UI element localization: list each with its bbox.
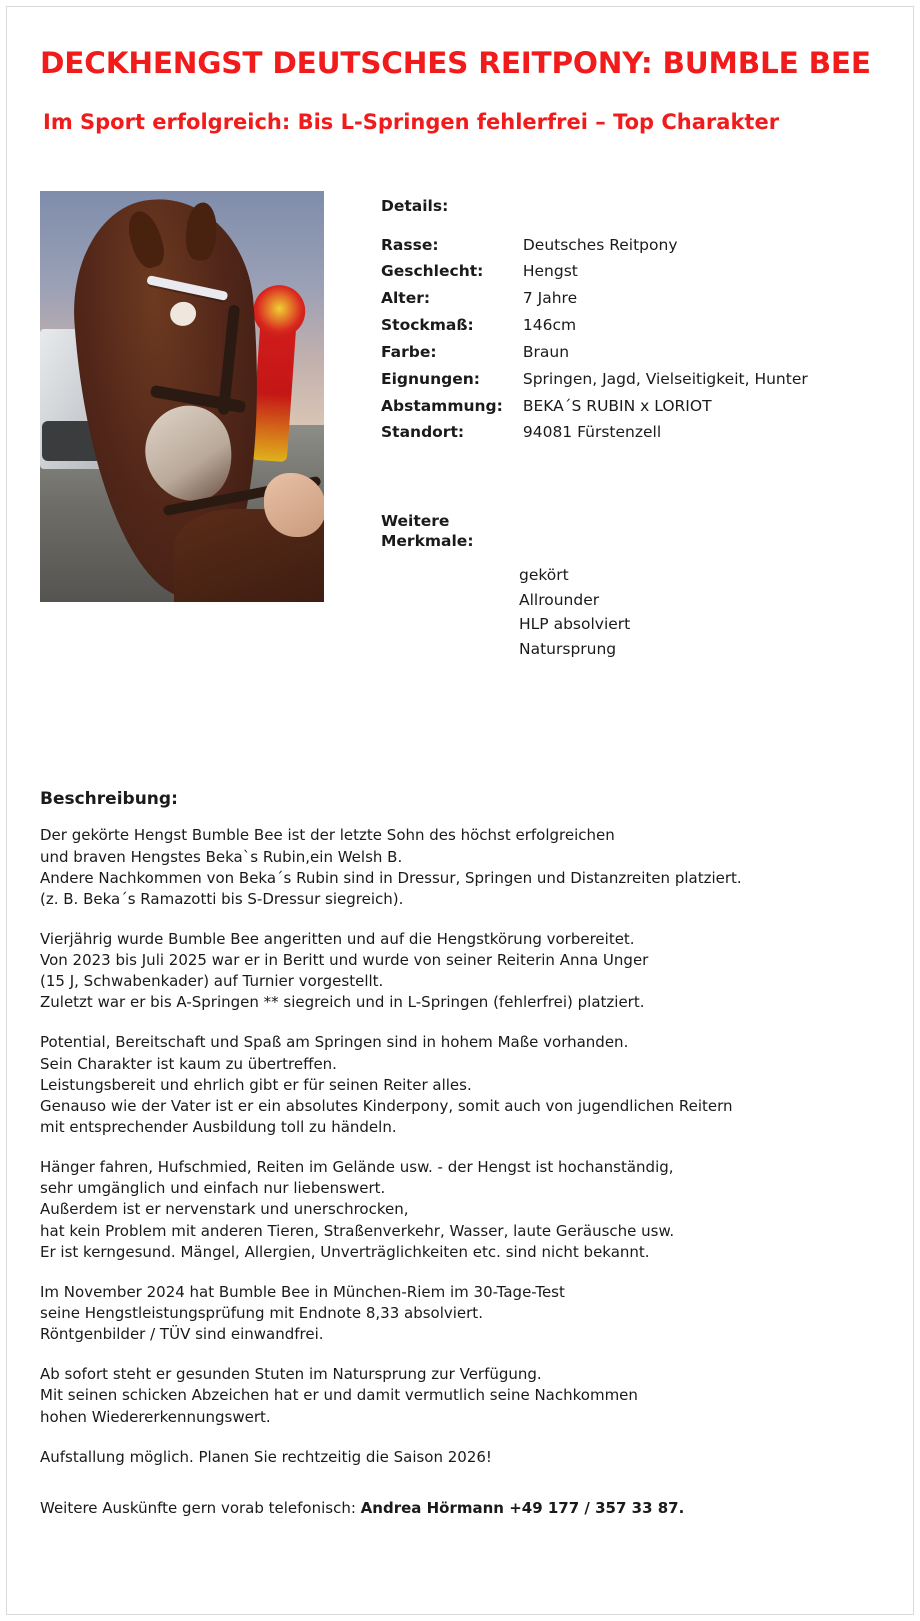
text-line: Außerdem ist er nervenstark und unerschrocken, — [40, 1200, 409, 1219]
table-row — [381, 398, 808, 425]
photo-hand — [264, 473, 324, 537]
text-line: Im November 2024 hat Bumble Bee in München-Riem im 30-Tage-Test — [40, 1282, 565, 1301]
description-block — [40, 661, 880, 1567]
list-item: Natursprung — [519, 639, 617, 658]
text-line: hat kein Problem mit anderen Tieren, Straßenverkehr, Wasser, laute Geräusche usw. — [40, 1221, 675, 1240]
detail-value: Springen, Jagd, Vielseitigkeit, Hunter — [522, 369, 808, 388]
text-line: seine Hengstleistungsprüfung mit Endnote 8,33 absolviert. — [40, 1304, 483, 1323]
detail-value: Hengst — [522, 262, 578, 281]
text-line: (15 J, Schwabenkader) auf Turnier vorgestellt. — [40, 972, 384, 991]
text-line: Genauso wie der Vater ist er ein absolutes Kinderpony, somit auch von jugendlichen Reitern — [40, 1096, 733, 1115]
contact-name-phone: Andrea Hörmann +49 177 / 357 33 87. — [360, 1498, 685, 1517]
detail-label: Farbe: — [381, 342, 437, 361]
detail-value: 146cm — [522, 316, 577, 335]
horse-photo — [40, 191, 324, 602]
detail-value: BEKA´S RUBIN x LORIOT — [522, 396, 712, 415]
text-line: Andere Nachkommen von Beka´s Rubin sind in Dressur, Springen und Distanzreiten platziert. — [40, 868, 742, 887]
description-paragraph — [40, 1032, 880, 1138]
detail-label: Stockmaß: — [381, 316, 474, 335]
description-paragraph — [40, 1157, 880, 1263]
list-item: Allrounder — [519, 590, 600, 609]
description-paragraph — [40, 929, 880, 1014]
text-line: Leistungsbereit und ehrlich gibt er für seinen Reiter alles. — [40, 1075, 472, 1094]
horse-photo-wrap — [40, 191, 324, 602]
detail-value: 94081 Fürstenzell — [522, 423, 662, 442]
text-line: sehr umgänglich und einfach nur liebenswert. — [40, 1179, 386, 1198]
detail-label: Standort: — [381, 423, 465, 442]
table-row — [381, 263, 808, 290]
text-line: hohen Wiedererkennungswert. — [40, 1407, 271, 1426]
text-line: Röntgenbilder / TÜV sind einwandfrei. — [40, 1325, 324, 1344]
table-row — [381, 424, 808, 451]
detail-label: Abstammung: — [381, 396, 503, 415]
text-line: Er ist kerngesund. Mängel, Allergien, Unverträglichkeiten etc. sind nicht bekannt. — [40, 1242, 650, 1261]
description-paragraph — [40, 1364, 880, 1427]
details-table — [381, 237, 808, 452]
further-features-heading-line2: Merkmale: — [381, 532, 474, 551]
description-paragraph — [40, 1447, 880, 1468]
further-features-heading-line1: Weitere — [381, 512, 450, 531]
text-line: und braven Hengstes Beka`s Rubin,ein Welsh B. — [40, 847, 403, 866]
text-line: Vierjährig wurde Bumble Bee angeritten und auf die Hengstkörung vorbereitet. — [40, 929, 635, 948]
text-line: Von 2023 bis Juli 2025 war er in Beritt und wurde von seiner Reiterin Anna Unger — [40, 951, 649, 970]
detail-value: Deutsches Reitpony — [522, 235, 678, 254]
table-row — [381, 317, 808, 344]
text-line: Mit seinen schicken Abzeichen hat er und damit vermutlich seine Nachkommen — [40, 1386, 638, 1405]
table-row — [381, 237, 808, 264]
list-item: gekört — [519, 566, 569, 585]
text-line: Aufstallung möglich. Planen Sie rechtzeitig die Saison 2026! — [40, 1447, 492, 1466]
text-line: Sein Charakter ist kaum zu übertreffen. — [40, 1054, 337, 1073]
detail-label: Geschlecht: — [381, 262, 484, 281]
text-line: Der gekörte Hengst Bumble Bee ist der letzte Sohn des höchst erfolgreichen — [40, 826, 615, 845]
contact-prefix: Weitere Auskünfte gern vorab telefonisch: — [40, 1498, 361, 1517]
top-section — [40, 136, 880, 662]
further-features-heading — [381, 511, 880, 551]
text-line: Ab sofort steht er gesunden Stuten im Natursprung zur Verfügung. — [40, 1365, 542, 1384]
photo-horse-ear-left — [123, 207, 169, 271]
detail-label: Rasse: — [381, 235, 439, 254]
details-heading: Details: — [381, 196, 449, 215]
further-features-list — [381, 563, 880, 661]
photo-browband — [146, 275, 228, 301]
page-subtitle: Im Sport erfolgreich: Bis L-Springen fehlerfrei – Top Charakter — [43, 110, 780, 135]
table-row — [381, 371, 808, 398]
list-item: HLP absolviert — [519, 615, 631, 634]
detail-label: Alter: — [381, 289, 431, 308]
text-line: Potential, Bereitschaft und Spaß am Springen sind in hohem Maße vorhanden. — [40, 1033, 629, 1052]
description-paragraph — [40, 1282, 880, 1345]
detail-value: 7 Jahre — [522, 289, 578, 308]
text-line: Hänger fahren, Hufschmied, Reiten im Gelände usw. - der Hengst ist hochanständig, — [40, 1158, 674, 1177]
table-row — [381, 290, 808, 317]
page-title: DECKHENGST DEUTSCHES REITPONY: BUMBLE BEE — [40, 46, 871, 80]
detail-value: Braun — [522, 342, 570, 361]
text-line: Zuletzt war er bis A-Springen ** siegreich und in L-Springen (fehlerfrei) platziert. — [40, 993, 645, 1012]
contact-line — [40, 1498, 880, 1567]
text-line: (z. B. Beka´s Ramazotti bis S-Dressur siegreich). — [40, 889, 404, 908]
photo-blaze — [168, 299, 198, 328]
table-row — [381, 344, 808, 371]
details-block — [324, 191, 880, 662]
detail-label: Eignungen: — [381, 369, 480, 388]
description-heading: Beschreibung: — [40, 789, 178, 810]
description-paragraph — [40, 825, 880, 910]
text-line: mit entsprechender Ausbildung toll zu händeln. — [40, 1118, 397, 1137]
